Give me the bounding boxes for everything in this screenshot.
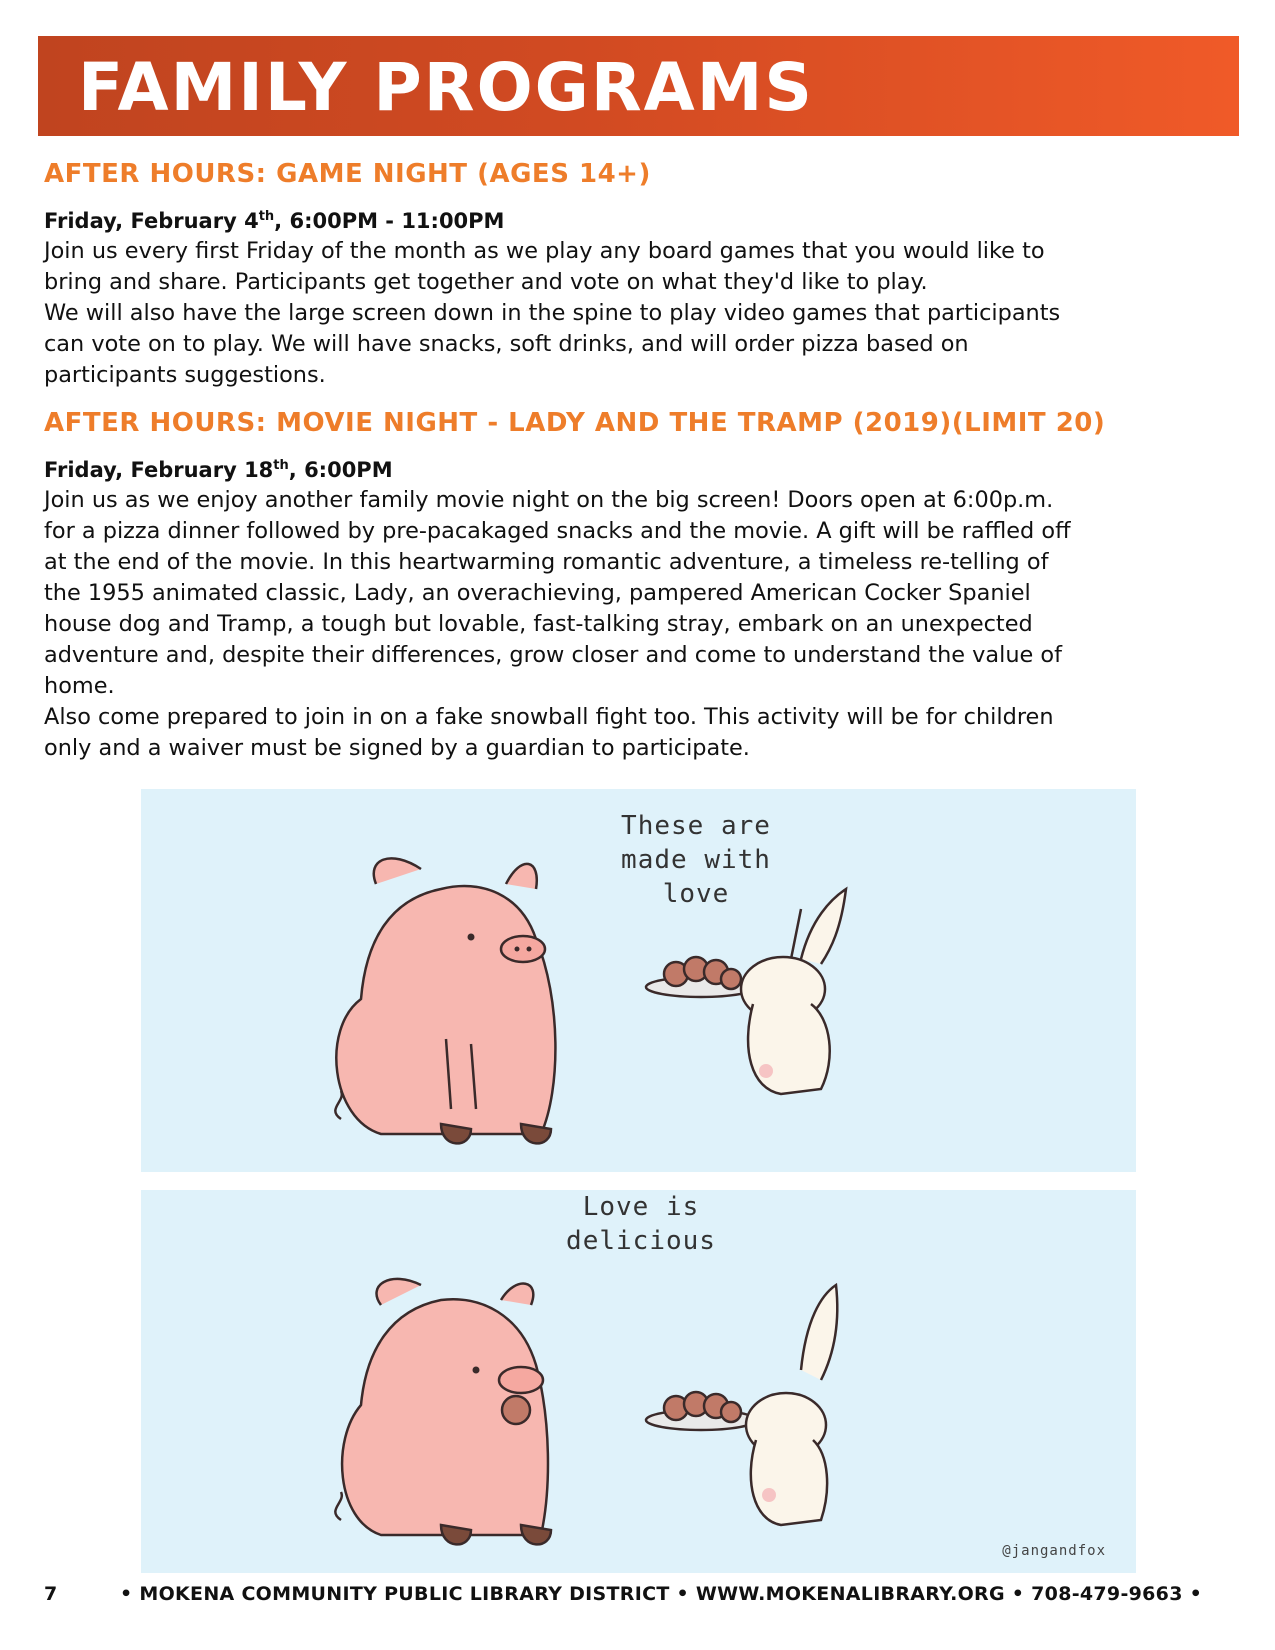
footer-contact-info: • MOKENA COMMUNITY PUBLIC LIBRARY DISTRICT • WWW.MOKENALIBRARY.ORG • 708-479-9663 • xyxy=(120,1583,1203,1605)
event-title: AFTER HOURS: MOVIE NIGHT - LADY AND THE TRAMP (2019)(LIMIT 20) xyxy=(44,408,1106,438)
bunny-icon xyxy=(646,1285,837,1525)
event-game-night xyxy=(44,156,1234,391)
page-footer xyxy=(44,1583,1234,1617)
pig-icon xyxy=(335,858,555,1143)
event-movie-night xyxy=(44,405,1234,764)
comic-panel-2 xyxy=(141,1190,1136,1573)
speech-caption: These are made with love xyxy=(621,811,771,909)
event-description: Join us every first Friday of the month as we play any board games that you would like to bring and share. Participants get together and vote on what they'd like to play. We will also have the large screen down in the spine to play video games that participants can vote on to play. We will have snacks, soft drinks, and will order pizza based on participants suggestions. xyxy=(44,238,1061,388)
page-number: 7 xyxy=(44,1583,58,1605)
page-title: FAMILY PROGRAMS xyxy=(78,49,814,126)
event-title: AFTER HOURS: GAME NIGHT (AGES 14+) xyxy=(44,159,651,189)
main-content xyxy=(44,150,1234,764)
event-date-text: Friday, February 4 xyxy=(44,209,259,233)
event-date-suffix: th xyxy=(258,209,275,224)
event-date xyxy=(44,202,1234,236)
event-description: Join us as we enjoy another family movie night on the big screen! Doors open at 6:00p.m. for a pizza dinner followed by pre-pacakaged snacks and the movie. A gift will be raffled off at the end of the movie. In this heartwarming romantic adventure, a timeless re-telling of the 1955 animated classic, Lady, an overachieving, pampered American Cocker Spaniel house dog and Tramp, a tough but lovable, fast-talking stray, embark on an unexpected adventure and, despite their differences, grow closer and come to understand the value of home. Also come prepared to join in on a fake snowball fight too. This activity will be for children only and a waiver must be signed by a guardian to participate. xyxy=(44,487,1071,761)
pig-icon xyxy=(335,1279,551,1545)
event-time: , 6:00PM - 11:00PM xyxy=(274,209,505,233)
comic-panel-1 xyxy=(141,789,1136,1172)
bunny-icon xyxy=(646,889,846,1094)
header-banner xyxy=(38,36,1239,136)
speech-caption: Love is delicious xyxy=(566,1192,716,1256)
event-date xyxy=(44,451,1234,485)
artist-credit: @jangandfox xyxy=(1002,1543,1106,1559)
event-time: , 6:00PM xyxy=(288,458,393,482)
event-date-text: Friday, February 18 xyxy=(44,458,274,482)
event-date-suffix: th xyxy=(273,458,289,473)
